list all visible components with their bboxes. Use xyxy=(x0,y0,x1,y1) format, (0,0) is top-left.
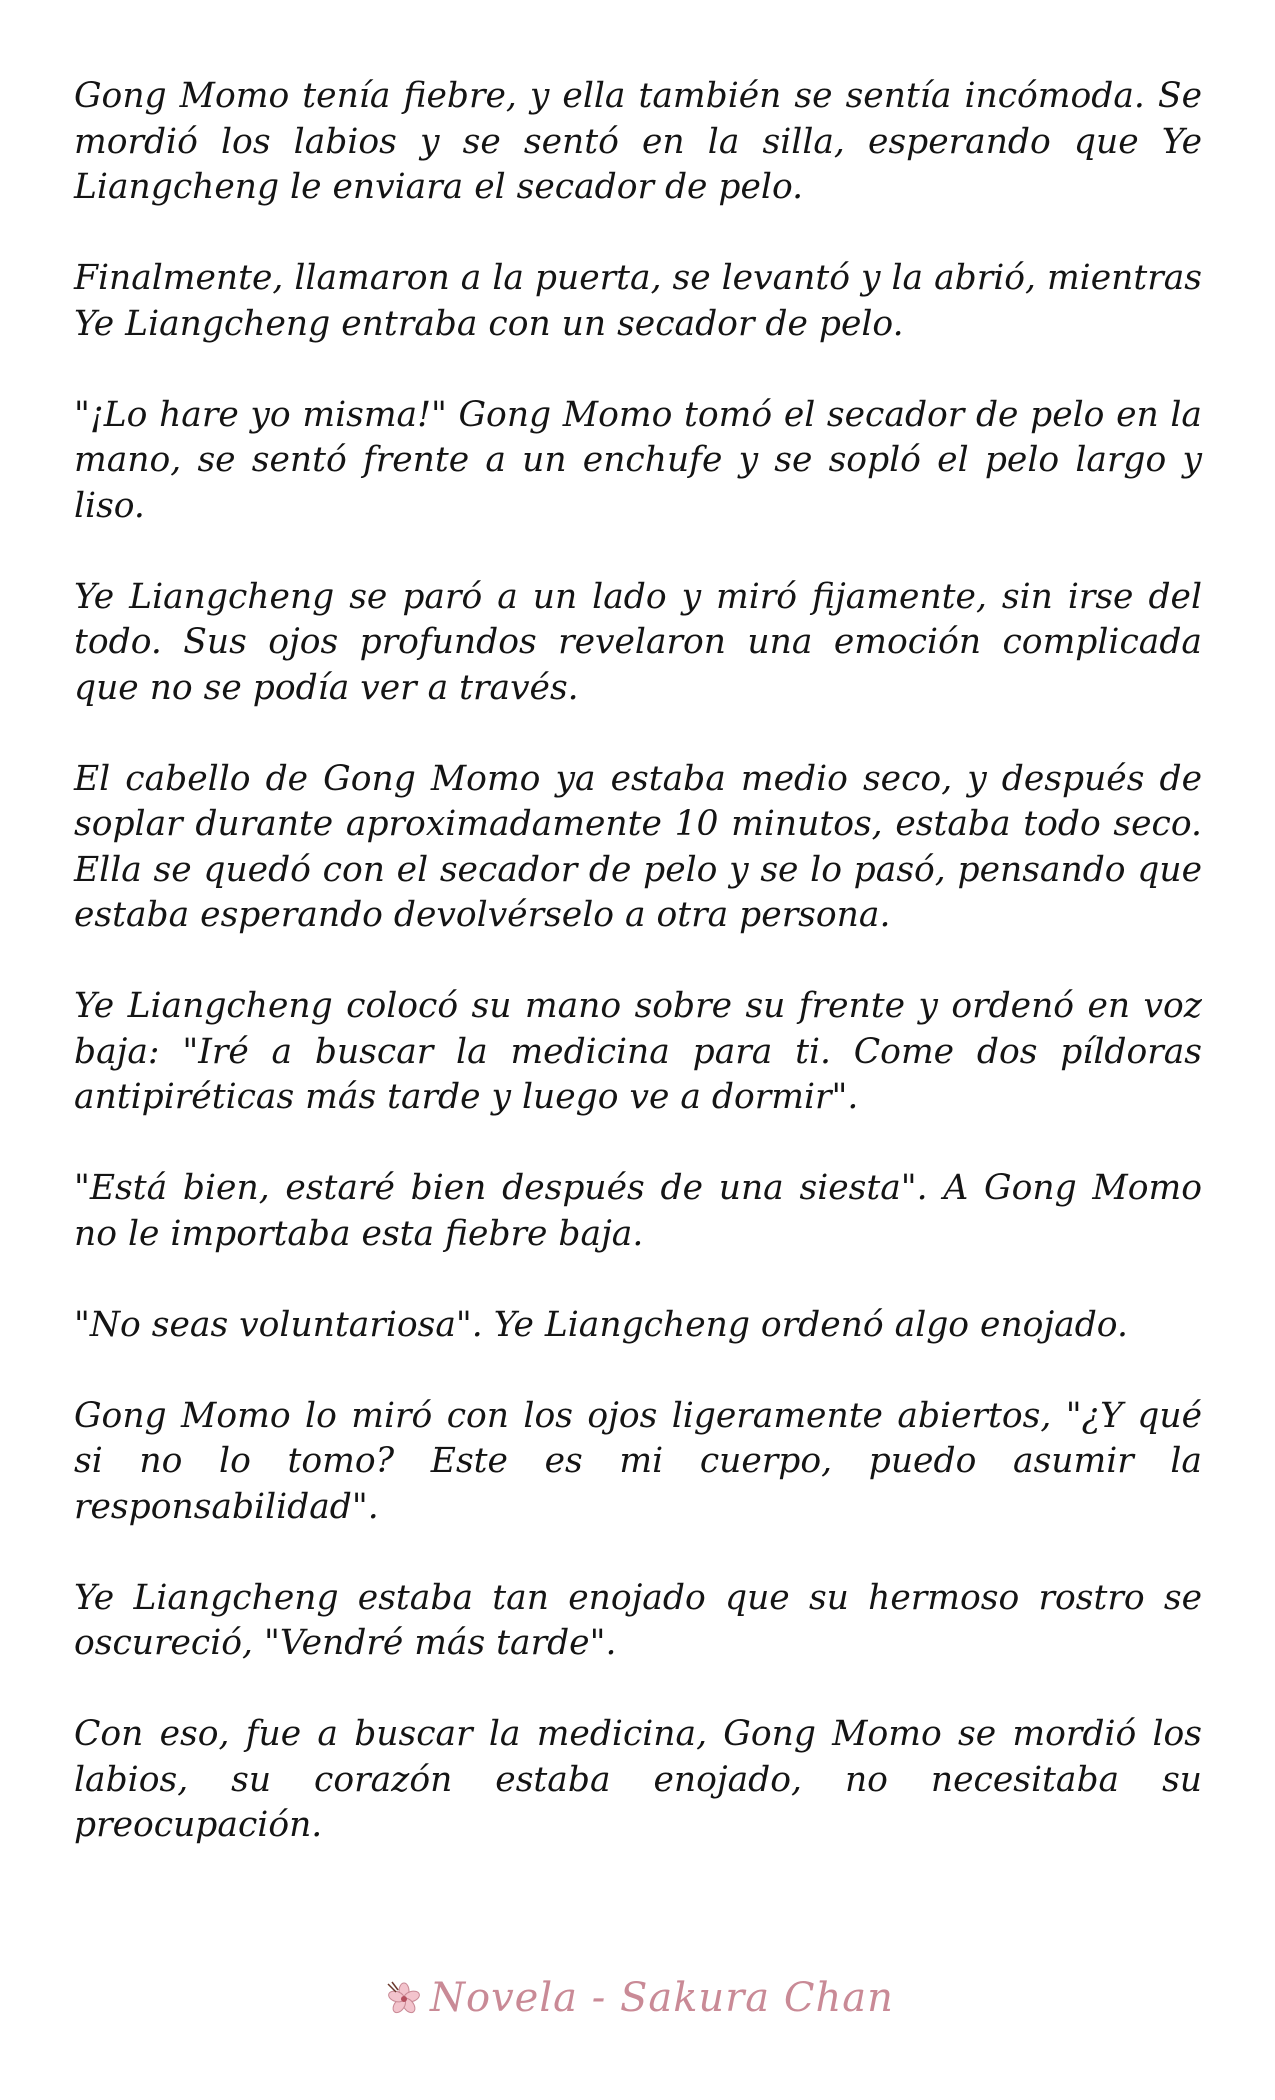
paragraph-10: Ye Liangcheng estaba tan enojado que su hermoso rostro se oscureció, "Vendré más tarde". xyxy=(74,1577,1202,1663)
paragraph-2: Finalmente, llamaron a la puerta, se levantó y la abrió, mientras Ye Liangcheng entraba con un secador de pelo. xyxy=(74,258,1202,344)
paragraph-9: Gong Momo lo miró con los ojos ligeramente abiertos, "¿Y qué si no lo tomo? Este es mi cuerpo, puedo asumir la responsabilidad". xyxy=(74,1395,1202,1527)
paragraph-3: "¡Lo hare yo misma!" Gong Momo tomó el secador de pelo en la mano, se sentó frente a un enchufe y se sopló el pelo largo y liso. xyxy=(74,394,1202,526)
watermark-text: Novela - Sakura Chan xyxy=(430,1975,894,2021)
paragraph-8: "No seas voluntariosa". Ye Liangcheng ordenó algo enojado. xyxy=(74,1304,1128,1345)
paragraph-4: Ye Liangcheng se paró a un lado y miró fijamente, sin irse del todo. Sus ojos profundos revelaron una emoción complicada que no se podía ver a través. xyxy=(74,576,1202,708)
paragraph-1: Gong Momo tenía fiebre, y ella también se sentía incómoda. Se mordió los labios y se sentó en la silla, esperando que Ye Liangcheng le enviara el secador de pelo. xyxy=(74,76,1202,207)
sakura-flower-icon xyxy=(384,1978,424,2018)
document-body xyxy=(74,74,1202,1894)
paragraph-7: "Está bien, estaré bien después de una siesta". A Gong Momo no le importaba esta fiebre baja. xyxy=(74,1168,1202,1254)
paragraph-11: Con eso, fue a buscar la medicina, Gong Momo se mordió los labios, su corazón estaba enojado, no necesitaba su preocupación. xyxy=(74,1714,1202,1845)
paragraph-6: Ye Liangcheng colocó su mano sobre su frente y ordenó en voz baja: "Iré a buscar la medicina para ti. Come dos píldoras antipiréticas más tarde y luego ve a dormir". xyxy=(74,986,1202,1117)
paragraph-5: El cabello de Gong Momo ya estaba medio seco, y después de soplar durante aproximadamente 10 minutos, estaba todo seco. Ella se quedó con el secador de pelo y se lo pasó, pensando que estaba esperando devolvérselo a otra persona. xyxy=(74,758,1202,935)
watermark xyxy=(384,1968,894,2028)
